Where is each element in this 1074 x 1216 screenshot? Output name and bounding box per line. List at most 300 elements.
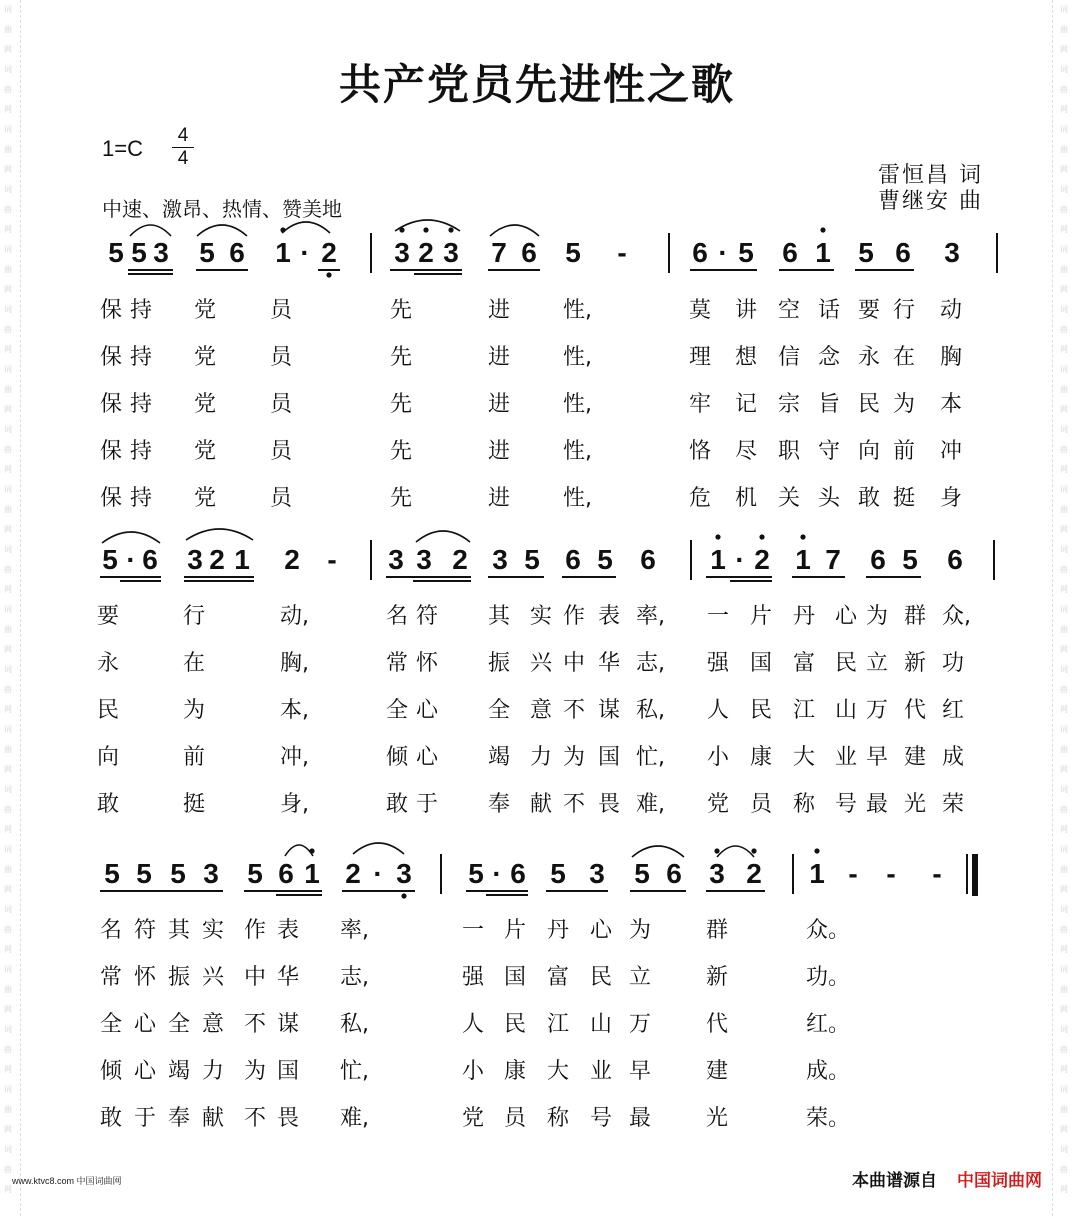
lyric-word: 员 xyxy=(270,392,293,417)
lyric-word: 号 xyxy=(590,1106,613,1131)
lyric-word: 记 xyxy=(735,392,758,417)
lyric-word: 红 xyxy=(942,698,965,723)
slur-arc xyxy=(197,225,247,236)
lyric-word: 不 xyxy=(563,698,586,723)
note-6: 6 xyxy=(666,858,682,889)
lyric-word: 常 xyxy=(100,965,123,990)
lyric-word: 想 xyxy=(735,345,758,370)
lyric-word: 新 xyxy=(706,965,729,990)
lyric-word: 话 xyxy=(818,298,841,323)
lyric-word: 康 xyxy=(750,745,773,770)
lyric-word: 党 xyxy=(194,486,217,511)
extension-dash: - xyxy=(848,858,858,889)
lyric-word: 民 xyxy=(858,392,881,417)
lyric-word: 常怀 xyxy=(386,651,447,676)
note-1: 1 xyxy=(275,237,291,268)
lyric-word: 力 xyxy=(202,1059,225,1084)
augmentation-dot: · xyxy=(718,237,728,268)
note-3: 3 xyxy=(944,237,960,268)
octave-dot xyxy=(401,893,406,898)
augmentation-dot: · xyxy=(300,237,310,268)
lyric-word: 片 xyxy=(750,604,773,629)
lyric-word: 一 xyxy=(707,604,730,629)
lyric-word: 国 xyxy=(598,745,621,770)
note-1: 1 xyxy=(815,237,831,268)
lyric-word: 永 xyxy=(97,651,120,676)
lyricist-credit: 雷恒昌 词 xyxy=(878,163,983,188)
lyric-word: 保持 xyxy=(100,345,161,370)
slur-arc xyxy=(130,225,171,236)
lyric-word: 其 xyxy=(488,604,511,629)
lyric-word: 率, xyxy=(340,918,369,943)
augmentation-dot: · xyxy=(735,544,745,575)
note-2: 2 xyxy=(418,237,434,268)
lyric-word: 畏 xyxy=(277,1106,300,1131)
lyric-word: 不 xyxy=(244,1012,267,1037)
lyric-word: 符 xyxy=(134,918,157,943)
lyric-word: 心 xyxy=(590,918,613,943)
lyric-word: 宗 xyxy=(778,392,801,417)
note-5: 5 xyxy=(170,858,186,889)
lyric-word: 为 xyxy=(893,392,916,417)
note-3: 3 xyxy=(492,544,508,575)
note-3: 3 xyxy=(416,544,432,575)
lyric-word: 新 xyxy=(904,651,927,676)
lyric-word: 忙, xyxy=(340,1059,369,1084)
slur-arc xyxy=(186,529,253,540)
note-5: 5 xyxy=(524,544,540,575)
lyric-word: 员 xyxy=(750,792,773,817)
lyric-word: 称 xyxy=(547,1106,570,1131)
lyric-word: 实 xyxy=(202,918,225,943)
note-3: 3 xyxy=(203,858,219,889)
lyric-word: 华 xyxy=(598,651,621,676)
note-5: 5 xyxy=(550,858,566,889)
lyric-word: 空 xyxy=(778,298,801,323)
octave-dot xyxy=(326,272,331,277)
slur-arc xyxy=(102,532,160,543)
note-5: 5 xyxy=(858,237,874,268)
lyric-word: 全 xyxy=(100,1012,123,1037)
lyric-word: 进 xyxy=(488,486,511,511)
lyric-word: 作 xyxy=(563,604,586,629)
lyric-word: 先 xyxy=(390,486,413,511)
lyric-word: 意 xyxy=(202,1012,225,1037)
slur-arc xyxy=(717,846,754,857)
lyric-word: 胸 xyxy=(940,345,963,370)
lyric-word: 号 xyxy=(835,792,858,817)
lyric-word: 名 xyxy=(100,918,123,943)
lyric-word: 最 xyxy=(866,792,889,817)
lyric-word: 不 xyxy=(244,1106,267,1131)
lyric-word: 奉 xyxy=(488,792,511,817)
lyric-word: 华 xyxy=(277,965,300,990)
lyric-word: 身 xyxy=(940,486,963,511)
time-signature-bottom: 4 xyxy=(177,148,189,169)
note-5: 5 xyxy=(597,544,613,575)
lyric-word: 作 xyxy=(244,918,267,943)
note-6: 6 xyxy=(870,544,886,575)
lyric-word: 先 xyxy=(390,298,413,323)
lyric-word: 振 xyxy=(168,965,191,990)
lyric-word: 民 xyxy=(835,651,858,676)
note-6: 6 xyxy=(692,237,708,268)
lyric-word: 性, xyxy=(563,298,592,323)
lyric-word: 大 xyxy=(547,1059,570,1084)
lyric-word: 称 xyxy=(793,792,816,817)
lyric-word: 强 xyxy=(707,651,730,676)
lyric-word: 在 xyxy=(893,345,916,370)
slur-arc xyxy=(353,843,404,854)
lyric-word: 志, xyxy=(340,965,369,990)
lyric-word: 成。 xyxy=(806,1059,851,1084)
lyric-word: 员 xyxy=(504,1106,527,1131)
lyric-word: 莫 xyxy=(689,298,712,323)
note-5: 5 xyxy=(131,237,147,268)
lyric-word: 群 xyxy=(706,918,729,943)
lyric-word: 山 xyxy=(835,698,858,723)
lyric-word: 职 xyxy=(778,439,801,464)
lyric-word: 国 xyxy=(277,1059,300,1084)
lyric-word: 为 xyxy=(563,745,586,770)
augmentation-dot: · xyxy=(492,858,502,889)
lyric-word: 党 xyxy=(194,298,217,323)
lyric-word: 实 xyxy=(530,604,553,629)
lyric-word: 为 xyxy=(183,698,206,723)
lyric-word: 行 xyxy=(893,298,916,323)
lyric-word: 尽 xyxy=(735,439,758,464)
note-6: 6 xyxy=(640,544,656,575)
note-5: 5 xyxy=(468,858,484,889)
lyric-word: 本 xyxy=(940,392,963,417)
lyric-word: 民 xyxy=(590,965,613,990)
lyric-word: 一 xyxy=(462,918,485,943)
lyric-word: 保持 xyxy=(100,439,161,464)
lyric-word: 中 xyxy=(563,651,586,676)
song-title: 共产党员先进性之歌 xyxy=(338,60,735,109)
lyric-word: 性, xyxy=(563,439,592,464)
note-3: 3 xyxy=(187,544,203,575)
note-7: 7 xyxy=(825,544,841,575)
key-signature: 1=C xyxy=(102,136,143,161)
lyric-word: 信 xyxy=(778,345,801,370)
lyric-word: 党 xyxy=(194,392,217,417)
note-5: 5 xyxy=(634,858,650,889)
lyric-word: 守 xyxy=(818,439,841,464)
lyric-word: 荣 xyxy=(942,792,965,817)
lyric-word: 危 xyxy=(689,486,712,511)
time-signature-top: 4 xyxy=(177,125,189,146)
lyric-word: 私, xyxy=(636,698,665,723)
footer-site-name: 中国词曲网 xyxy=(957,1171,1042,1191)
note-6: 6 xyxy=(278,858,294,889)
lyric-word: 心 xyxy=(134,1012,157,1037)
lyric-word: 向 xyxy=(97,745,120,770)
lyric-word: 先 xyxy=(390,345,413,370)
lyric-word: 于 xyxy=(134,1106,157,1131)
octave-dot xyxy=(309,848,314,853)
footer-source-label: 本曲谱源自 xyxy=(852,1171,937,1191)
lyric-word: 荣。 xyxy=(806,1106,851,1131)
lyric-word: 建 xyxy=(706,1059,729,1084)
lyric-word: 前 xyxy=(893,439,916,464)
lyric-word: 名符 xyxy=(386,604,447,629)
lyric-word: 前 xyxy=(183,745,206,770)
lyric-word: 谋 xyxy=(277,1012,300,1037)
note-5: 5 xyxy=(136,858,152,889)
note-1: 1 xyxy=(710,544,726,575)
slur-arc xyxy=(632,846,684,857)
lyric-word: 冲 xyxy=(940,439,963,464)
lyric-word: 员 xyxy=(270,345,293,370)
note-5: 5 xyxy=(738,237,754,268)
note-6: 6 xyxy=(947,544,963,575)
octave-dot xyxy=(814,848,819,853)
lyric-word: 党 xyxy=(462,1106,485,1131)
lyric-word: 永 xyxy=(858,345,881,370)
lyric-word: 立 xyxy=(629,965,652,990)
lyric-word: 丹 xyxy=(793,604,816,629)
note-3: 3 xyxy=(153,237,169,268)
note-3: 3 xyxy=(709,858,725,889)
lyric-word: 兴 xyxy=(202,965,225,990)
lyric-word: 众。 xyxy=(806,918,851,943)
lyric-word: 早 xyxy=(866,745,889,770)
octave-dot xyxy=(399,227,404,232)
lyric-word: 进 xyxy=(488,298,511,323)
lyric-word: 保持 xyxy=(100,298,161,323)
note-1: 1 xyxy=(234,544,250,575)
lyric-word: 立 xyxy=(866,651,889,676)
lyric-word: 身, xyxy=(280,792,309,817)
note-2: 2 xyxy=(746,858,762,889)
lyric-word: 奉 xyxy=(168,1106,191,1131)
lyric-word: 畏 xyxy=(598,792,621,817)
lyric-word: 倾 xyxy=(100,1059,123,1084)
lyric-word: 头 xyxy=(818,486,841,511)
octave-dot xyxy=(800,534,805,539)
lyric-word: 建 xyxy=(904,745,927,770)
note-2: 2 xyxy=(345,858,361,889)
lyric-word: 人 xyxy=(462,1012,485,1037)
augmentation-dot: · xyxy=(126,544,136,575)
lyric-word: 进 xyxy=(488,345,511,370)
lyric-word: 表 xyxy=(598,604,621,629)
slur-arc xyxy=(285,845,313,856)
lyric-word: 进 xyxy=(488,392,511,417)
lyric-word: 光 xyxy=(904,792,927,817)
lyric-word: 业 xyxy=(835,745,858,770)
lyric-word: 国 xyxy=(504,965,527,990)
note-3: 3 xyxy=(443,237,459,268)
lyric-word: 动, xyxy=(280,604,309,629)
lyric-word: 冲, xyxy=(280,745,309,770)
lyric-word: 力 xyxy=(530,745,553,770)
lyric-word: 万 xyxy=(866,698,889,723)
lyric-word: 意 xyxy=(530,698,553,723)
lyric-word: 胸, xyxy=(280,651,309,676)
lyric-word: 在 xyxy=(183,651,206,676)
lyric-word: 竭 xyxy=(488,745,511,770)
lyric-word: 党 xyxy=(194,345,217,370)
lyric-word: 员 xyxy=(270,298,293,323)
lyric-word: 众, xyxy=(942,604,971,629)
lyric-word: 怀 xyxy=(134,965,157,990)
lyric-word: 为 xyxy=(244,1059,267,1084)
lyric-word: 光 xyxy=(706,1106,729,1131)
extension-dash: - xyxy=(886,858,896,889)
lyric-word: 挺 xyxy=(893,486,916,511)
note-2: 2 xyxy=(321,237,337,268)
lyric-word: 其 xyxy=(168,918,191,943)
note-7: 7 xyxy=(491,237,507,268)
note-2: 2 xyxy=(209,544,225,575)
lyric-word: 业 xyxy=(590,1059,613,1084)
composer-credit: 曹继安 曲 xyxy=(878,189,983,214)
lyric-word: 早 xyxy=(629,1059,652,1084)
lyric-word: 全心 xyxy=(386,698,447,723)
lyric-word: 念 xyxy=(818,345,841,370)
lyric-word: 表 xyxy=(277,918,300,943)
lyric-word: 丹 xyxy=(547,918,570,943)
lyric-word: 片 xyxy=(504,918,527,943)
lyric-word: 振 xyxy=(488,651,511,676)
lyric-word: 献 xyxy=(530,792,553,817)
lyric-word: 先 xyxy=(390,392,413,417)
lyric-word: 小 xyxy=(707,745,730,770)
lyric-word: 群 xyxy=(904,604,927,629)
lyric-word: 理 xyxy=(689,345,712,370)
lyric-word: 率, xyxy=(636,604,665,629)
lyric-word: 敢 xyxy=(97,792,120,817)
lyric-word: 员 xyxy=(270,486,293,511)
lyric-word: 敢于 xyxy=(386,792,447,817)
lyric-word: 敢 xyxy=(100,1106,123,1131)
lyric-word: 党 xyxy=(194,439,217,464)
note-6: 6 xyxy=(521,237,537,268)
lyric-word: 红。 xyxy=(806,1012,851,1037)
lyric-word: 不 xyxy=(563,792,586,817)
note-5: 5 xyxy=(902,544,918,575)
lyric-word: 向 xyxy=(858,439,881,464)
tempo-marking: 中速、激昂、热情、赞美地 xyxy=(102,197,342,221)
lyric-word: 行 xyxy=(183,604,206,629)
lyric-word: 保持 xyxy=(100,486,161,511)
lyric-word: 为 xyxy=(629,918,652,943)
lyric-word: 人 xyxy=(707,698,730,723)
lyric-word: 保持 xyxy=(100,392,161,417)
octave-dot xyxy=(448,227,453,232)
note-6: 6 xyxy=(229,237,245,268)
lyric-word: 江 xyxy=(793,698,816,723)
lyric-word: 山 xyxy=(590,1012,613,1037)
lyric-word: 竭 xyxy=(168,1059,191,1084)
lyric-word: 倾心 xyxy=(386,745,447,770)
note-5: 5 xyxy=(565,237,581,268)
lyric-word: 本, xyxy=(280,698,309,723)
lyric-word: 万 xyxy=(629,1012,652,1037)
lyric-word: 全 xyxy=(488,698,511,723)
octave-dot xyxy=(714,848,719,853)
lyric-word: 为 xyxy=(866,604,889,629)
lyric-word: 心 xyxy=(134,1059,157,1084)
right-watermark: 词曲网词曲网词曲网词曲网词曲网词曲网词曲网词曲网词曲网词曲网词曲网词曲网词曲网词曲网词曲网词曲网词曲网词曲网词曲网词曲网 xyxy=(1060,5,1068,1194)
note-5: 5 xyxy=(104,858,120,889)
lyric-word: 旨 xyxy=(818,392,841,417)
lyric-word: 动 xyxy=(940,298,963,323)
lyric-word: 进 xyxy=(488,439,511,464)
lyric-word: 私, xyxy=(340,1012,369,1037)
lyric-word: 功 xyxy=(942,651,965,676)
lyric-word: 性, xyxy=(563,392,592,417)
note-6: 6 xyxy=(510,858,526,889)
lyric-word: 大 xyxy=(793,745,816,770)
octave-dot xyxy=(280,227,285,232)
lyric-word: 代 xyxy=(706,1012,729,1037)
lyric-word: 兴 xyxy=(530,651,553,676)
lyric-word: 全 xyxy=(168,1012,191,1037)
lyric-word: 强 xyxy=(462,965,485,990)
note-6: 6 xyxy=(782,237,798,268)
octave-dot xyxy=(820,227,825,232)
note-6: 6 xyxy=(565,544,581,575)
lyric-word: 民 xyxy=(504,1012,527,1037)
note-3: 3 xyxy=(589,858,605,889)
lyric-word: 国 xyxy=(750,651,773,676)
lyric-word: 员 xyxy=(270,439,293,464)
octave-dot xyxy=(751,848,756,853)
lyric-word: 江 xyxy=(547,1012,570,1037)
slur-arc xyxy=(490,225,539,236)
slur-arc xyxy=(416,531,470,542)
lyric-word: 讲 xyxy=(735,298,758,323)
note-2: 2 xyxy=(754,544,770,575)
lyric-word: 心 xyxy=(835,604,858,629)
note-5: 5 xyxy=(102,544,118,575)
note-5: 5 xyxy=(199,237,215,268)
slur-arc xyxy=(282,222,330,233)
note-3: 3 xyxy=(394,237,410,268)
lyric-word: 富 xyxy=(793,651,816,676)
note-3: 3 xyxy=(388,544,404,575)
octave-dot xyxy=(759,534,764,539)
note-3: 3 xyxy=(396,858,412,889)
lyric-word: 最 xyxy=(629,1106,652,1131)
lyric-word: 恪 xyxy=(689,439,712,464)
lyric-word: 小 xyxy=(462,1059,485,1084)
note-2: 2 xyxy=(452,544,468,575)
lyric-word: 成 xyxy=(942,745,965,770)
lyric-word: 关 xyxy=(778,486,801,511)
octave-dot xyxy=(423,227,428,232)
octave-dot xyxy=(715,534,720,539)
lyric-word: 党 xyxy=(707,792,730,817)
lyric-word: 康 xyxy=(504,1059,527,1084)
lyric-word: 志, xyxy=(636,651,665,676)
extension-dash: - xyxy=(327,544,337,575)
lyric-word: 代 xyxy=(904,698,927,723)
lyric-word: 要 xyxy=(97,604,120,629)
lyric-word: 忙, xyxy=(636,745,665,770)
lyric-word: 民 xyxy=(750,698,773,723)
left-watermark: 词曲网词曲网词曲网词曲网词曲网词曲网词曲网词曲网词曲网词曲网词曲网词曲网词曲网词曲网词曲网词曲网词曲网词曲网词曲网词曲网 xyxy=(4,5,12,1194)
lyric-word: 中 xyxy=(244,965,267,990)
augmentation-dot: · xyxy=(373,858,383,889)
extension-dash: - xyxy=(617,237,627,268)
footer-source xyxy=(852,1166,1042,1191)
footer-url: www.ktvc8.com 中国词曲网 xyxy=(12,1176,122,1186)
lyric-word: 机 xyxy=(735,486,758,511)
